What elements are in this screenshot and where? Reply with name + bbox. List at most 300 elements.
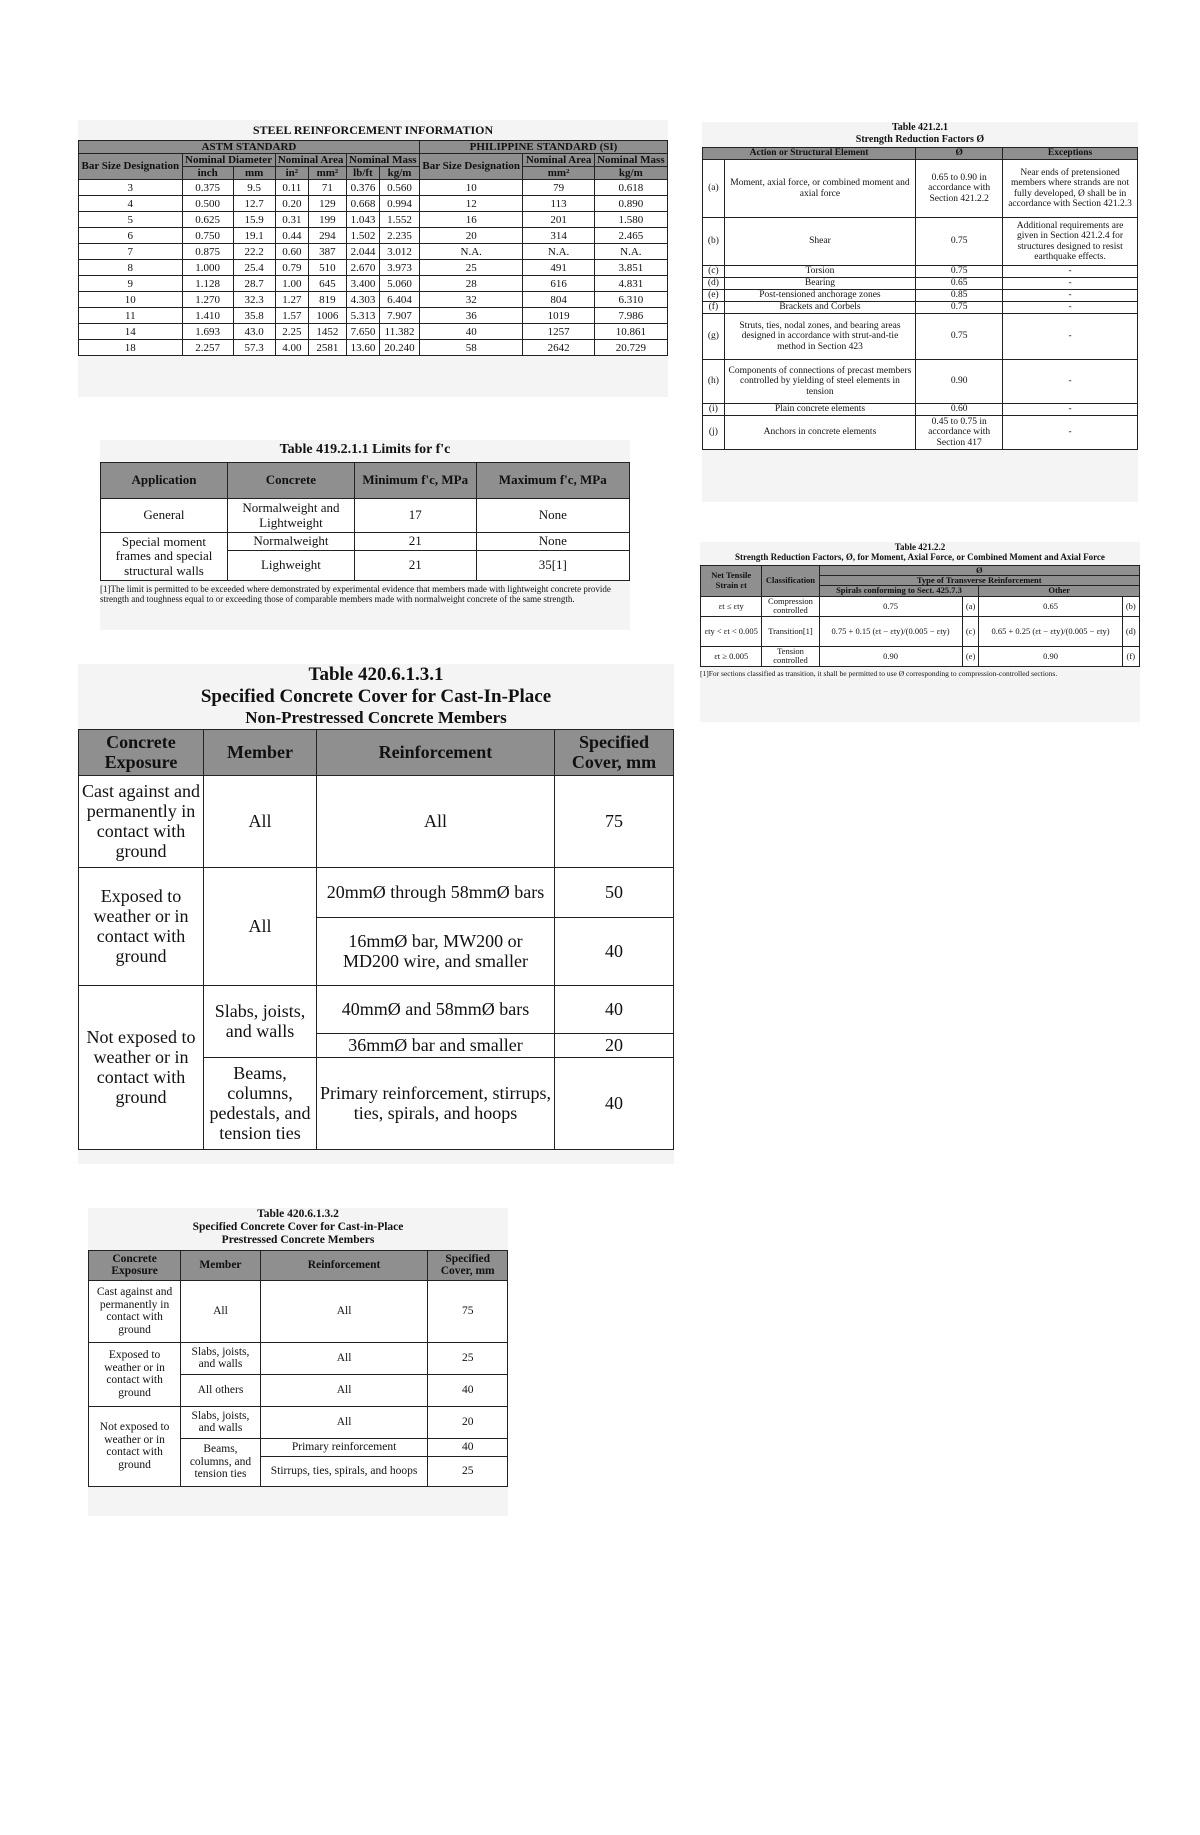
table-cell: 0.75 + 0.15 (εt − εty)/(0.005 − εty) — [819, 616, 962, 646]
table-cell: 40 — [428, 1438, 508, 1456]
table-cell: 15.9 — [233, 212, 275, 228]
table-cell: Bearing — [724, 278, 915, 290]
table-4202-title: Table 420.6.1.3.2 — [257, 1208, 339, 1220]
table-row — [703, 278, 1138, 290]
table-cell: Normalweight — [227, 533, 354, 551]
table-cell: 2581 — [309, 340, 347, 356]
table-row — [79, 212, 668, 228]
table-row — [703, 314, 1138, 360]
table-cell: 0.75 — [916, 266, 1003, 278]
table-4212-title: Table 421.2.2 — [894, 542, 946, 552]
table-cell: 2.235 — [380, 228, 420, 244]
table-cell: 1.270 — [182, 292, 233, 308]
table-row — [701, 616, 1140, 646]
table-cell: Stirrups, ties, spirals, and hoops — [260, 1456, 428, 1486]
table-cell: 22.2 — [233, 244, 275, 260]
table-cell: 199 — [309, 212, 347, 228]
table-cell: 314 — [523, 228, 594, 244]
unit-header: mm² — [523, 166, 594, 179]
table-cell: 4.831 — [594, 276, 667, 292]
table-row — [79, 324, 668, 340]
table-cell: 201 — [523, 212, 594, 228]
exposure-header: Concrete Exposure — [89, 1250, 181, 1280]
table-cell: 616 — [523, 276, 594, 292]
table-cell: 11.382 — [380, 324, 420, 340]
table-cell: 0.65 — [979, 596, 1122, 616]
cover-header: Specified Cover, mm — [554, 730, 673, 776]
table-420-6-1-3-2-section — [88, 1208, 508, 1516]
table-cell: 2.257 — [182, 340, 233, 356]
table-cell: 18 — [79, 340, 183, 356]
table-cell: 75 — [554, 776, 673, 868]
table-cell: - — [1003, 404, 1138, 416]
table-cell: Tension controlled — [762, 646, 819, 666]
table-cell: All — [316, 776, 554, 868]
table-cell: 20.729 — [594, 340, 667, 356]
unit-header: mm² — [309, 166, 347, 179]
table-cell: 1.00 — [275, 276, 309, 292]
table-cell: All — [203, 776, 316, 868]
table-cell: 2.670 — [346, 260, 380, 276]
table-row — [703, 360, 1138, 404]
table-cell: 1.693 — [182, 324, 233, 340]
table-421-2-2-section — [700, 542, 1140, 722]
table-cell: 7 — [79, 244, 183, 260]
table-cell: 510 — [309, 260, 347, 276]
table-cell: 0.875 — [182, 244, 233, 260]
table-cell: 12.7 — [233, 196, 275, 212]
table-cell: 40 — [554, 986, 673, 1034]
table-cell: 4 — [79, 196, 183, 212]
table-cell: 2.465 — [594, 228, 667, 244]
table-cell: 16mmØ bar, MW200 or MD200 wire, and smaller — [316, 918, 554, 986]
table-row — [79, 228, 668, 244]
table-cell: Anchors in concrete elements — [724, 416, 915, 450]
table-cell: 3.851 — [594, 260, 667, 276]
table-cell: 4.303 — [346, 292, 380, 308]
table-421-2-2 — [700, 565, 1140, 667]
table-cell: All others — [181, 1374, 261, 1406]
table-420-6-1-3-1 — [78, 729, 674, 1150]
table-cell: 32.3 — [233, 292, 275, 308]
table-cell: 25 — [428, 1456, 508, 1486]
ph-mass-header: Nominal Mass — [594, 153, 667, 166]
table-cell: (c) — [962, 616, 979, 646]
classification-header: Classification — [762, 565, 819, 596]
table-cell: 0.668 — [346, 196, 380, 212]
table-cell: Exposed to weather or in contact with ground — [79, 868, 204, 986]
table-cell: 14 — [79, 324, 183, 340]
table-row — [79, 260, 668, 276]
table-cell: 0.618 — [594, 180, 667, 196]
table-cell: 1.552 — [380, 212, 420, 228]
application-header: Application — [101, 463, 228, 499]
table-cell: 9 — [79, 276, 183, 292]
table-cell: (a) — [962, 596, 979, 616]
table-cell: 0.90 — [819, 646, 962, 666]
table-cell: N.A. — [523, 244, 594, 260]
table-cell: Brackets and Corbels — [724, 302, 915, 314]
table-421-2-1 — [702, 147, 1138, 450]
steel-table-body — [79, 180, 668, 356]
table-cell: - — [1003, 416, 1138, 450]
table-cell: 7.650 — [346, 324, 380, 340]
table-cell: N.A. — [419, 244, 523, 260]
table-cell: 0.90 — [916, 360, 1003, 404]
table-cell: 113 — [523, 196, 594, 212]
table-cell: 25.4 — [233, 260, 275, 276]
table-cell: Slabs, joists, and walls — [181, 1342, 261, 1374]
table-cell: 3.012 — [380, 244, 420, 260]
ph-bar-size-header: Bar Size Designation — [419, 153, 523, 179]
table-cell: Exposed to weather or in contact with ground — [89, 1342, 181, 1406]
table-cell: (d) — [1122, 616, 1139, 646]
table-row — [79, 180, 668, 196]
table-4212-footnote: [1]For sections classified as transition, it shall be permitted to use Ø corresponding to compression-controlled sections. — [700, 668, 1058, 678]
steel-table-title: STEEL REINFORCEMENT INFORMATION — [252, 123, 494, 137]
table-cell: 12 — [419, 196, 523, 212]
table-cell: 20 — [419, 228, 523, 244]
unit-header: inch — [182, 166, 233, 179]
table-cell: 0.890 — [594, 196, 667, 212]
table-row — [703, 416, 1138, 450]
cover-header: Specified Cover, mm — [428, 1250, 508, 1280]
table-cell: 43.0 — [233, 324, 275, 340]
table-cell: 3.973 — [380, 260, 420, 276]
table-cell: 0.65 to 0.90 in accordance with Section 421.2.2 — [916, 160, 1003, 218]
table-cell: 40mmØ and 58mmØ bars — [316, 986, 554, 1034]
action-header: Action or Structural Element — [703, 148, 916, 160]
table-cell: εt ≥ 0.005 — [701, 646, 762, 666]
table-cell: - — [1003, 360, 1138, 404]
table-cell: 491 — [523, 260, 594, 276]
table-cell: (i) — [703, 404, 725, 416]
table-cell: 0.994 — [380, 196, 420, 212]
astm-group-header: ASTM STANDARD — [79, 140, 420, 153]
table-cell: Beams, columns, pedestals, and tension ties — [203, 1058, 316, 1150]
table-cell: 1.410 — [182, 308, 233, 324]
table-cell: εty < εt < 0.005 — [701, 616, 762, 646]
table-row — [701, 646, 1140, 666]
table-cell: 1.580 — [594, 212, 667, 228]
table-cell: 0.75 — [916, 302, 1003, 314]
table-row — [703, 160, 1138, 218]
unit-header: lb/ft — [346, 166, 380, 179]
table-cell: All — [260, 1374, 428, 1406]
table-cell: (g) — [703, 314, 725, 360]
table-cell: 645 — [309, 276, 347, 292]
table-cell: 0.75 — [819, 596, 962, 616]
table-cell: 0.31 — [275, 212, 309, 228]
table-420-6-1-3-2 — [88, 1250, 508, 1487]
reinforcement-header: Reinforcement — [316, 730, 554, 776]
table-4202-subtitle: Specified Concrete Cover for Cast-in-Place — [192, 1221, 404, 1234]
table-cell: All — [260, 1406, 428, 1438]
table-cell: Normalweight and Lightweight — [227, 499, 354, 533]
table-cell: 0.60 — [916, 404, 1003, 416]
table-cell: Beams, columns, and tension ties — [181, 1438, 261, 1486]
table-cell: (f) — [1122, 646, 1139, 666]
table-cell: 58 — [419, 340, 523, 356]
phi-header: Ø — [916, 148, 1003, 160]
table-cell: Plain concrete elements — [724, 404, 915, 416]
table-cell: 6 — [79, 228, 183, 244]
table-cell: 10 — [419, 180, 523, 196]
table-cell: Near ends of pretensioned members where strands are not fully developed, Ø shall be in accordance with Section 421.2.3 — [1003, 160, 1138, 218]
other-header: Other — [979, 586, 1140, 596]
table-cell: 10.861 — [594, 324, 667, 340]
table-cell: Slabs, joists, and walls — [181, 1406, 261, 1438]
table-cell: 75 — [428, 1280, 508, 1342]
table-cell: 3 — [79, 180, 183, 196]
nominal-diameter-header: Nominal Diameter — [182, 153, 275, 166]
table-4201-subtitle: Non-Prestressed Concrete Members — [245, 707, 507, 727]
table-row — [79, 276, 668, 292]
reinforcement-header: Reinforcement — [260, 1250, 428, 1280]
table-cell: 0.65 — [916, 278, 1003, 290]
ph-area-header: Nominal Area — [523, 153, 594, 166]
table-row — [79, 196, 668, 212]
table-cell: 5.060 — [380, 276, 420, 292]
table-421-2-1-section — [702, 122, 1138, 502]
steel-reinforcement-section — [78, 120, 668, 397]
table-row — [703, 290, 1138, 302]
table-cell: 17 — [354, 499, 476, 533]
table-row — [703, 302, 1138, 314]
concrete-header: Concrete — [227, 463, 354, 499]
minimum-fc-header: Minimum f'c, MPa — [354, 463, 476, 499]
table-cell: 25 — [428, 1342, 508, 1374]
table-cell: (j) — [703, 416, 725, 450]
table-cell: - — [1003, 314, 1138, 360]
table-cell: (b) — [703, 218, 725, 266]
table-cell: 11 — [79, 308, 183, 324]
table-cell: Primary reinforcement, stirrups, ties, spirals, and hoops — [316, 1058, 554, 1150]
table-cell: 0.65 + 0.25 (εt − εty)/(0.005 − εty) — [979, 616, 1122, 646]
table-cell: 40 — [419, 324, 523, 340]
table-cell: 35.8 — [233, 308, 275, 324]
table-cell: 9.5 — [233, 180, 275, 196]
unit-header: kg/m — [380, 166, 420, 179]
table-419 — [100, 462, 630, 581]
table-cell: 2.044 — [346, 244, 380, 260]
table-cell: Compression controlled — [762, 596, 819, 616]
table-cell: 0.20 — [275, 196, 309, 212]
table-420-6-1-3-1-section — [78, 664, 674, 1164]
table-cell: 0.375 — [182, 180, 233, 196]
table-cell: 1006 — [309, 308, 347, 324]
table-cell: Struts, ties, nodal zones, and bearing areas designed in accordance with strut-and-tie method in Section 423 — [724, 314, 915, 360]
table-cell: 21 — [354, 533, 476, 551]
table-cell: 1.043 — [346, 212, 380, 228]
table-419-footnote: [1]The limit is permitted to be exceeded where demonstrated by experimental evidence that members made with lightweight concrete provide strength and toughness equal to or exceeding those of comparable members made with normalweight concrete of the same strength. — [100, 584, 611, 605]
table-cell: 35[1] — [476, 551, 629, 581]
table-cell: 0.500 — [182, 196, 233, 212]
table-419-title: Table 419.2.1.1 Limits for f'c — [279, 442, 451, 457]
table-cell: 7.907 — [380, 308, 420, 324]
member-header: Member — [181, 1250, 261, 1280]
table-cell: 28 — [419, 276, 523, 292]
table-cell: 0.60 — [275, 244, 309, 260]
table-cell: 0.560 — [380, 180, 420, 196]
table-cell: 50 — [554, 868, 673, 918]
table-cell: 79 — [523, 180, 594, 196]
table-4201-subtitle: Specified Concrete Cover for Cast-In-Place — [200, 685, 552, 707]
table-cell: (c) — [703, 266, 725, 278]
table-cell: 20.240 — [380, 340, 420, 356]
table-cell: 2642 — [523, 340, 594, 356]
table-cell: 16 — [419, 212, 523, 228]
table-cell: Lighweight — [227, 551, 354, 581]
strain-header: Net Tensile Strain εt — [701, 565, 762, 596]
table-cell: Transition[1] — [762, 616, 819, 646]
table-cell: 21 — [354, 551, 476, 581]
table-cell: εt ≤ εty — [701, 596, 762, 616]
table-419-section — [100, 440, 630, 630]
table-row — [703, 218, 1138, 266]
table-cell: Shear — [724, 218, 915, 266]
table-cell: All — [260, 1280, 428, 1342]
table-cell: 32 — [419, 292, 523, 308]
table-4211-body — [703, 160, 1138, 450]
table-row — [703, 266, 1138, 278]
table-cell: 1.57 — [275, 308, 309, 324]
nominal-mass-header: Nominal Mass — [346, 153, 419, 166]
table-row — [79, 340, 668, 356]
table-cell: 387 — [309, 244, 347, 260]
table-cell: 0.85 — [916, 290, 1003, 302]
exposure-header: Concrete Exposure — [79, 730, 204, 776]
table-cell: Not exposed to weather or in contact with ground — [89, 1406, 181, 1486]
table-cell: 294 — [309, 228, 347, 244]
table-cell: Slabs, joists, and walls — [203, 986, 316, 1058]
table-cell: 819 — [309, 292, 347, 308]
table-cell: 2.25 — [275, 324, 309, 340]
transverse-type-header: Type of Transverse Reinforcement — [819, 576, 1139, 586]
table-cell: 0.75 — [916, 314, 1003, 360]
table-cell: 4.00 — [275, 340, 309, 356]
table-cell: 5.313 — [346, 308, 380, 324]
table-4212-subtitle: Strength Reduction Factors, Ø, for Moment, Axial Force, or Combined Moment and Axial Force — [735, 552, 1105, 563]
table-cell: 804 — [523, 292, 594, 308]
table-cell: 40 — [554, 1058, 673, 1150]
table-cell: 1.128 — [182, 276, 233, 292]
spirals-header: Spirals conforming to Sect. 425.7.3 — [819, 586, 979, 596]
table-cell: - — [1003, 266, 1138, 278]
table-4211-subtitle: Strength Reduction Factors Ø — [855, 133, 985, 145]
table-cell: 0.44 — [275, 228, 309, 244]
unit-header: kg/m — [594, 166, 667, 179]
table-cell: Moment, axial force, or combined moment and axial force — [724, 160, 915, 218]
table-cell: 13.60 — [346, 340, 380, 356]
bar-size-header: Bar Size Designation — [79, 153, 183, 179]
table-4212-body — [701, 596, 1140, 666]
table-cell: N.A. — [594, 244, 667, 260]
nominal-area-header: Nominal Area — [275, 153, 346, 166]
table-row — [79, 244, 668, 260]
table-cell: Cast against and permanently in contact with ground — [89, 1280, 181, 1342]
exceptions-header: Exceptions — [1003, 148, 1138, 160]
table-cell: 7.986 — [594, 308, 667, 324]
table-cell: General — [101, 499, 228, 533]
table-cell: 1.000 — [182, 260, 233, 276]
table-cell: 57.3 — [233, 340, 275, 356]
table-4211-title: Table 421.2.1 — [891, 122, 949, 133]
table-cell: (e) — [703, 290, 725, 302]
table-cell: 1019 — [523, 308, 594, 324]
table-cell: 25 — [419, 260, 523, 276]
phi-header: Ø — [819, 565, 1139, 575]
table-cell: (h) — [703, 360, 725, 404]
table-cell: 1.27 — [275, 292, 309, 308]
table-cell: 20 — [554, 1034, 673, 1058]
table-cell: None — [476, 499, 629, 533]
table-cell: 5 — [79, 212, 183, 228]
unit-header: mm — [233, 166, 275, 179]
table-cell: 0.750 — [182, 228, 233, 244]
table-cell: 1.502 — [346, 228, 380, 244]
table-cell: 8 — [79, 260, 183, 276]
table-cell: All — [260, 1342, 428, 1374]
table-cell: Cast against and permanently in contact with ground — [79, 776, 204, 868]
table-cell: 0.625 — [182, 212, 233, 228]
table-cell: (d) — [703, 278, 725, 290]
table-cell: Components of connections of precast members controlled by yielding of steel elements in tension — [724, 360, 915, 404]
table-4201-title: Table 420.6.1.3.1 — [308, 664, 444, 685]
table-cell: Torsion — [724, 266, 915, 278]
table-cell: 0.376 — [346, 180, 380, 196]
table-cell: All — [203, 868, 316, 986]
maximum-fc-header: Maximum f'c, MPa — [476, 463, 629, 499]
table-cell: 10 — [79, 292, 183, 308]
table-cell: 0.11 — [275, 180, 309, 196]
table-cell: 36mmØ bar and smaller — [316, 1034, 554, 1058]
table-cell: 6.404 — [380, 292, 420, 308]
table-cell: 20 — [428, 1406, 508, 1438]
table-row — [703, 404, 1138, 416]
table-cell: 3.400 — [346, 276, 380, 292]
table-cell: None — [476, 533, 629, 551]
table-cell: 0.79 — [275, 260, 309, 276]
table-cell: 40 — [428, 1374, 508, 1406]
table-cell: (a) — [703, 160, 725, 218]
table-cell: 19.1 — [233, 228, 275, 244]
ph-group-header: PHILIPPINE STANDARD (SI) — [419, 140, 667, 153]
table-cell: - — [1003, 290, 1138, 302]
table-row — [79, 308, 668, 324]
table-cell: - — [1003, 302, 1138, 314]
table-cell: 20mmØ through 58mmØ bars — [316, 868, 554, 918]
unit-header: in² — [275, 166, 309, 179]
table-cell: 0.45 to 0.75 in accordance with Section 417 — [916, 416, 1003, 450]
table-cell: 1257 — [523, 324, 594, 340]
table-row — [701, 596, 1140, 616]
table-cell: 1452 — [309, 324, 347, 340]
table-cell: - — [1003, 278, 1138, 290]
table-cell: 36 — [419, 308, 523, 324]
table-cell: 6.310 — [594, 292, 667, 308]
table-cell: (f) — [703, 302, 725, 314]
table-cell: (b) — [1122, 596, 1139, 616]
table-cell: Not exposed to weather or in contact with ground — [79, 986, 204, 1150]
table-cell: (e) — [962, 646, 979, 666]
table-cell: 40 — [554, 918, 673, 986]
member-header: Member — [203, 730, 316, 776]
table-4202-subtitle: Prestressed Concrete Members — [221, 1234, 375, 1247]
table-cell: 129 — [309, 196, 347, 212]
table-cell: 0.90 — [979, 646, 1122, 666]
table-row — [79, 292, 668, 308]
